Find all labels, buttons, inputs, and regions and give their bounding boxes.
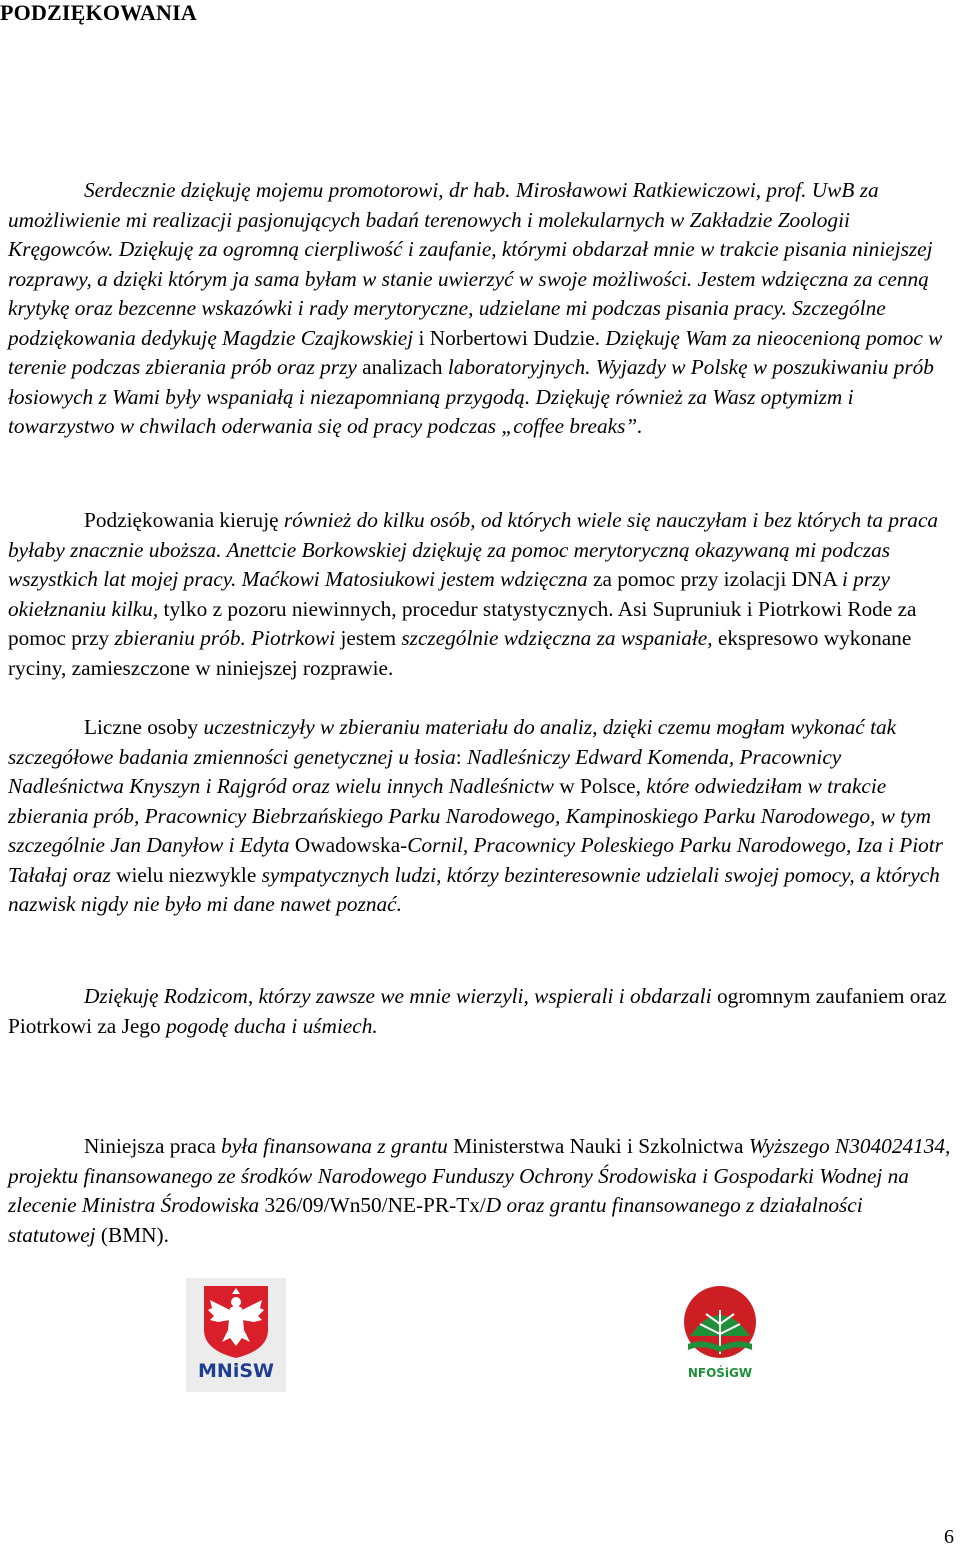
nfosigw-tree-icon: [682, 1284, 758, 1364]
text-run: sympatycznych ludzi, którzy bezinteresownie udzielali swojej pomocy, a których nazwisk nigdy nie było mi dane nawet poznać.: [8, 862, 940, 916]
text-run: ekspresowo wykonane ryciny, zamieszczone w niniejszej rozprawie.: [8, 626, 912, 680]
text-run: analizach: [362, 355, 448, 379]
text-run: Podziękowania kieruję: [84, 508, 284, 532]
paragraph: [8, 1132, 952, 1250]
text-run: Dziękuję Rodzicom, którzy zawsze we mnie wierzyli, wspierali i obdarzali: [84, 984, 717, 1008]
text-run: Nadleśniczy Edward Komenda, Pracownicy Nadleśnictwa Knyszyn i Rajgród oraz wielu innych Nadleśnictw: [8, 744, 842, 798]
text-run: Wyższego N304024134, projektu finansowanego ze środków Narodowego Funduszy Ochrony Środowiska i Gospodarki Wodnej na zlecenie Ministra Środowiska: [8, 1134, 951, 1217]
text-run: :: [455, 744, 468, 769]
text-run: Cornil, Pracownicy Poleskiego Parku Narodowego, Iza i Piotr Tałałaj oraz: [8, 833, 943, 887]
paragraph: [8, 713, 952, 920]
text-run: Serdecznie dziękuję mojemu promotorowi, dr hab. Mirosławowi Ratkiewiczowi, prof. UwB za umożliwienie mi realizacji pasjonujących badań terenowych i molekularnych w Zakładzie Zoologii Kręgowców. Dziękuję za ogromną cierpliwość i zaufanie, którymi obdarzał mnie w trakcie pisania niniejszej rozprawy, a dzięki którym ja sama byłam w stanie uwierzyć w swoje możliwości. Jestem wdzięczna za cenną krytykę oraz bezcenne wskazówki i rady merytoryczne, udzielane mi podczas pisania pracy. Szczególne podziękowania dedykuję Magdzie Czajkowskiej: [8, 178, 933, 350]
text-run: za pomoc przy izolacji DNA: [593, 567, 842, 591]
paragraph: [8, 982, 952, 1041]
nfosigw-label: NFOŚiGW: [687, 1366, 753, 1380]
text-run: D oraz grantu finansowanego z działalności statutowej: [8, 1193, 863, 1247]
text-run: Niniejsza praca: [84, 1134, 222, 1158]
text-run: (BMN).: [100, 1222, 169, 1247]
text-run: laboratoryjnych. Wyjazdy w Polskę w poszukiwaniu prób łosiowych z Wami były wspaniałą i niezapomnianą przygodą. Dziękuję również za Wasz optymizm i towarzystwo w chwilach oderwania się od pracy podczas „coffee breaks”.: [8, 355, 934, 438]
text-run: była finansowana z grantu: [221, 1134, 454, 1158]
text-run: ogromnym zaufaniem oraz Piotrkowi za Jego: [8, 984, 947, 1038]
text-run: 326/09/Wn50/NE-PR-Tx/: [264, 1193, 486, 1217]
page-heading: PODZIĘKOWANIA: [0, 0, 197, 25]
paragraph: [8, 506, 952, 683]
text-run: wielu niezwykle: [116, 862, 262, 887]
paragraph: [8, 176, 952, 442]
text-run: Liczne osoby: [84, 715, 204, 739]
text-run: pogodę ducha i uśmiech.: [165, 1013, 378, 1038]
text-run: i Norbertowi Dudzie.: [418, 325, 606, 350]
mnisw-logo: [186, 1278, 286, 1392]
text-run: jestem: [340, 626, 402, 650]
mnisw-label: MNiSW: [198, 1360, 274, 1382]
text-run: uczestniczyły w zbieraniu materiału do analiz, dzięki czemu mogłam wykonać tak szczegółowe badania zmienności genetycznej u łosia: [8, 715, 897, 769]
text-run: również do kilku osób, od których wiele się nauczyłam i bez których ta praca byłaby znacznie uboższa. Anettcie Borkowskiej dziękuję za pomoc merytoryczną okazywaną mi podczas wszystkich lat mojej pracy. Maćkowi Matosiukowi jestem wdzięczna: [8, 508, 939, 591]
page-number: 6: [944, 1526, 954, 1548]
text-run: tylko z pozoru niewinnych, procedur statystycznych. Asi Supruniuk i Piotrkowi Rode za pomoc przy: [8, 596, 917, 650]
text-run: szczególnie wdzięczna za wspaniałe,: [401, 626, 718, 650]
text-run: zbieraniu prób. Piotrkowi: [114, 626, 341, 650]
text-run: Owadowska-: [294, 833, 408, 857]
text-run: i przy okiełznaniu kilku,: [8, 567, 890, 621]
text-run: Dziękuję Wam za nieocenioną pomoc w terenie podczas zbierania prób oraz przy: [8, 325, 943, 379]
text-run: w Polsce,: [559, 774, 647, 798]
nfosigw-logo: [682, 1284, 758, 1386]
text-run: które odwiedziłam w trakcie zbierania prób, Pracownicy Biebrzańskiego Parku Narodowego, Kampinoskiego Parku Narodowego, w tym szczególnie Jan Danyłow i Edyta: [8, 774, 931, 857]
text-run: Ministerstwa Nauki i Szkolnictwa: [453, 1134, 749, 1158]
